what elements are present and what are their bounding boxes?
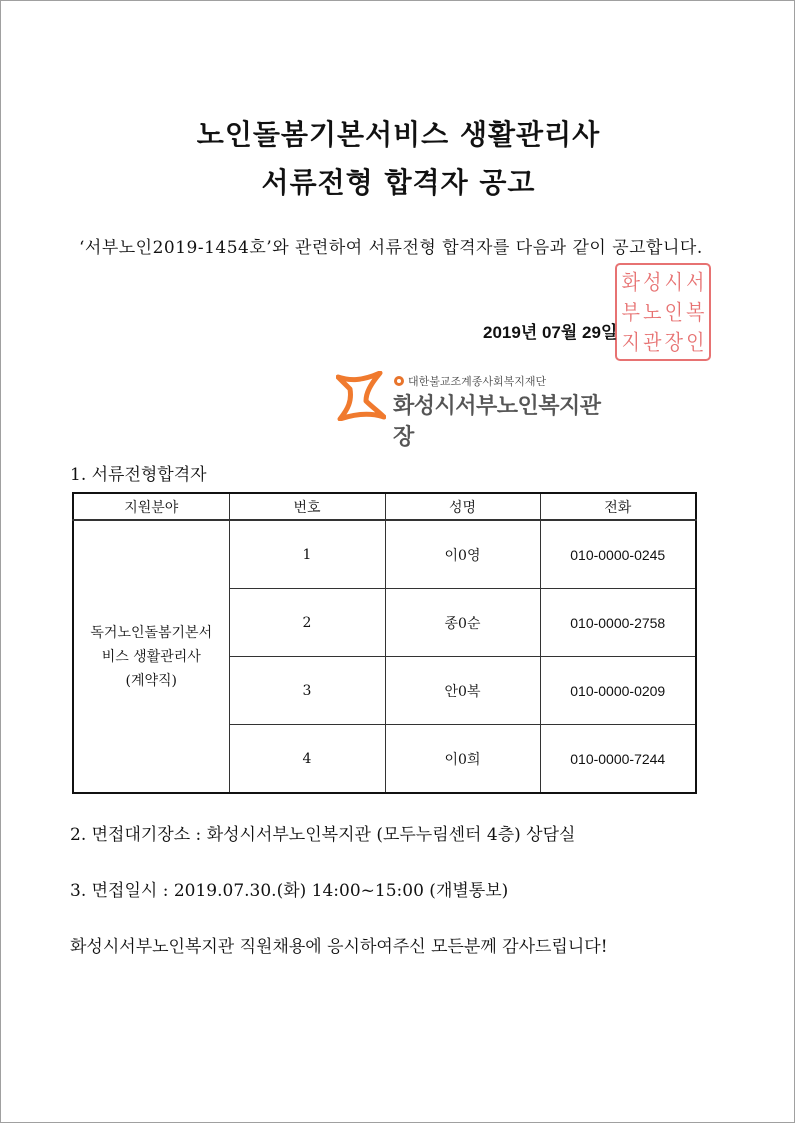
number-cell: 3 [229, 657, 385, 725]
interview-datetime: 3. 면접일시 : 2019.07.30.(화) 14:00~15:00 (개별통보) [70, 881, 509, 901]
name-cell: 이0희 [385, 725, 540, 794]
announcement-date: 2019년 07월 29일 [483, 323, 618, 342]
number-cell: 4 [229, 725, 385, 794]
phone-cell: 010-0000-0209 [540, 657, 696, 725]
phone-cell: 010-0000-2758 [540, 589, 696, 657]
seal-glyph: 지 [621, 330, 640, 356]
column-header-phone: 전화 [540, 493, 696, 520]
seal-glyph: 화 [621, 270, 640, 296]
number-cell: 2 [229, 589, 385, 657]
seal-glyph: 부 [621, 300, 640, 326]
name-cell: 종0순 [385, 589, 540, 657]
column-header-field: 지원분야 [73, 493, 229, 520]
official-seal-stamp [615, 263, 711, 361]
interview-waiting-location: 2. 면접대기장소 : 화성시서부노인복지관 (모두누림센터 4층) 상담실 [70, 825, 576, 845]
table-row [73, 520, 696, 589]
seal-glyph: 시 [664, 270, 683, 296]
seal-glyph: 복 [686, 300, 705, 326]
name-cell: 안0복 [385, 657, 540, 725]
closing-message: 화성시서부노인복지관 직원채용에 응시하여주신 모든분께 감사드립니다! [70, 937, 608, 957]
column-header-name: 성명 [385, 493, 540, 520]
intro-paragraph: ‘서부노인2019-1454호’와 관련하여 서류전형 합격자를 다음과 같이 공고합니다. [79, 238, 703, 258]
welfare-center-name: 화성시서부노인복지관장 [393, 394, 601, 450]
phone-cell: 010-0000-0245 [540, 520, 696, 589]
dharma-wheel-icon [394, 376, 404, 386]
organization-logo [336, 367, 606, 450]
number-cell: 1 [229, 520, 385, 589]
passed-applicants-table [72, 492, 697, 794]
name-cell: 이0영 [385, 520, 540, 589]
foundation-name: 대한불교조계종사회복지재단 [394, 373, 546, 389]
seal-glyph: 노 [643, 300, 662, 326]
seal-glyph: 서 [686, 270, 705, 296]
document-title-line1: 노인돌봄기본서비스 생활관리사 [196, 118, 601, 151]
seal-glyph: 장 [664, 330, 683, 356]
seal-glyph: 관 [643, 330, 662, 356]
table-header-row [73, 493, 696, 520]
application-field-cell: 독거노인돌봄기본서 비스 생활관리사 (계약직) [73, 520, 229, 793]
seal-glyph: 인 [686, 330, 705, 356]
seal-glyph: 성 [643, 270, 662, 296]
document-title-line2: 서류전형 합격자 공고 [261, 166, 536, 199]
seal-glyph: 인 [664, 300, 683, 326]
phone-cell: 010-0000-7244 [540, 725, 696, 794]
section-heading-passed-applicants: 1. 서류전형합격자 [70, 465, 207, 485]
star-logo-icon [336, 371, 386, 421]
column-header-number: 번호 [229, 493, 385, 520]
